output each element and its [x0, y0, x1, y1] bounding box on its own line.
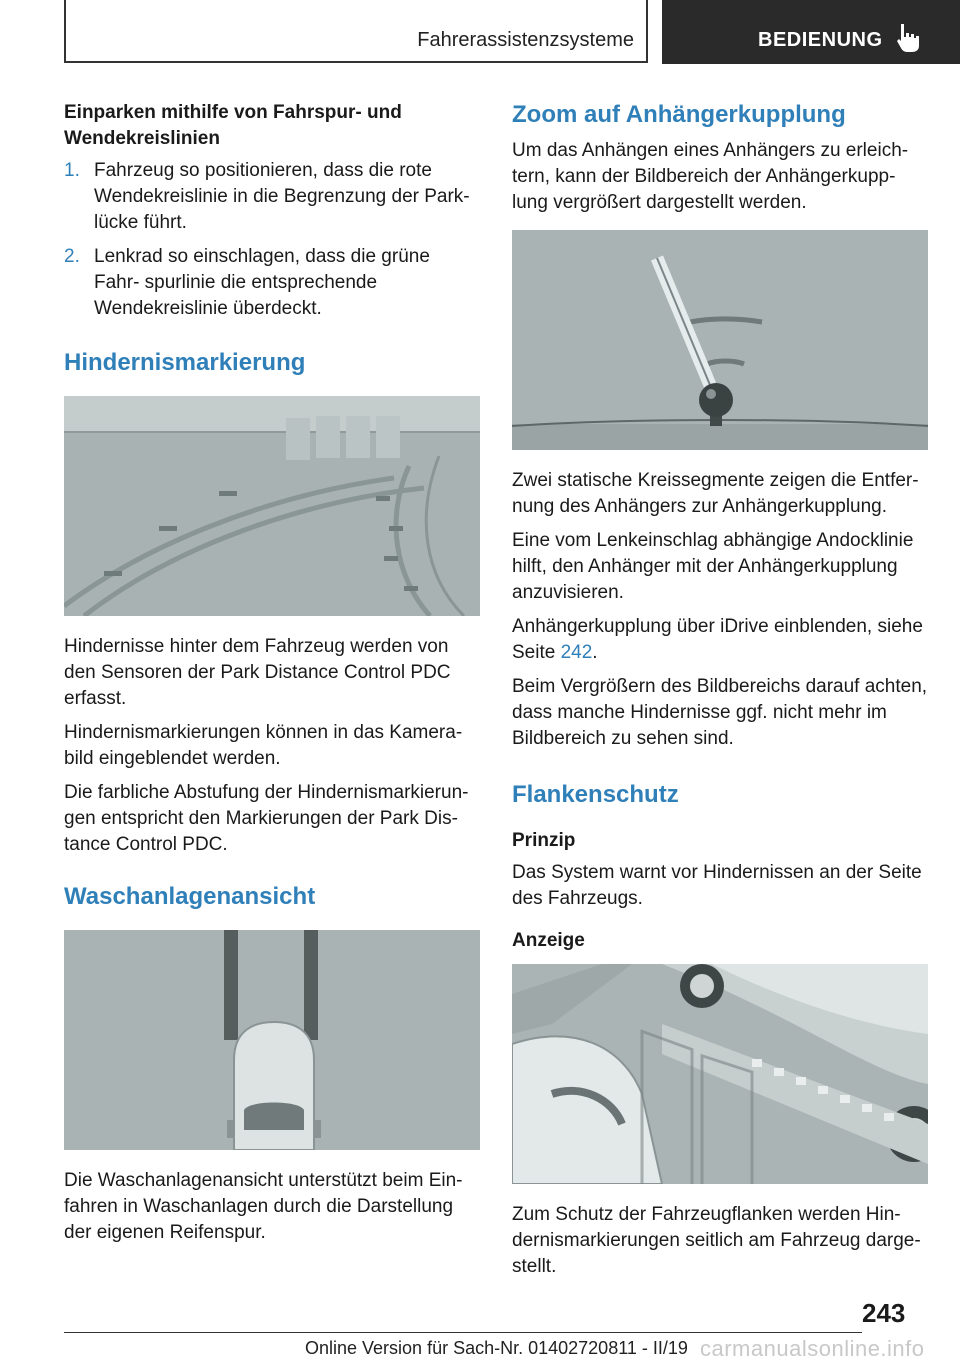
display-heading: Anzeige — [512, 930, 585, 951]
left-column — [64, 100, 480, 1254]
obstacle-paragraph-3: Die farbliche Abstufung der Hindernismarkierun‐ gen entspricht den Markierungen der Park Dis‐ tance Control PDC. — [64, 782, 469, 855]
carwash-heading: Waschanlagenansicht — [64, 883, 316, 910]
step-number: 1. — [64, 160, 80, 181]
page-header — [0, 0, 960, 66]
display-paragraph: Zum Schutz der Fahrzeugflanken werden Hin‐ dernismarkierungen seitlich am Fahrzeug darge‐ stellt. — [512, 1204, 921, 1277]
zoom-heading: Zoom auf Anhängerkupplung — [512, 101, 846, 128]
zoom-paragraph-2: Zwei statische Kreissegmente zeigen die Entfer‐ nung des Anhängers zur Anhängerkupplung. — [512, 470, 919, 517]
flank-protection-figure — [512, 964, 928, 1184]
obstacle-paragraph-1: Hindernisse hinter dem Fahrzeug werden von den Sensoren der Park Distance Control PDC erfasst. — [64, 636, 451, 709]
section-title: Fahrerassistenzsysteme — [417, 29, 634, 51]
parking-heading: Einparken mithilfe von Fahrspur- und Wendekreislinien — [64, 102, 402, 149]
trailer-hitch-zoom-figure — [512, 230, 928, 450]
list-item — [64, 158, 480, 236]
carwash-paragraph: Die Waschanlagenansicht unterstützt beim Ein‐ fahren in Waschanlagen durch die Darstellung der eigenen Reifenspur. — [64, 1170, 463, 1243]
obstacle-paragraph-2: Hindernismarkierungen können in das Kamera‐ bild eingeblendet werden. — [64, 722, 463, 769]
zoom-paragraph-4-text: Anhängerkupplung über iDrive einblenden, siehe Seite — [512, 616, 923, 663]
zoom-paragraph-1: Um das Anhängen eines Anhängers zu erleich‐ tern, kann der Bildbereich der Anhängerkupp‐ lung vergrößert dargestellt werden. — [512, 140, 909, 213]
chapter-title: BEDIENUNG — [758, 29, 883, 51]
step-number: 2. — [64, 246, 80, 267]
parking-steps — [64, 158, 480, 322]
obstacle-marking-figure — [64, 396, 480, 616]
section-tab — [64, 0, 648, 63]
step-text: Lenkrad so einschlagen, dass die grüne Fahr‐ spurlinie die entsprechende Wendekreislinie überdeckt. — [94, 246, 430, 319]
page-number: 243 — [862, 1298, 906, 1328]
zoom-paragraph-5: Beim Vergrößern des Bildbereichs darauf achten, dass manche Hindernisse ggf. nicht mehr im Bildbereich zu sehen sind. — [512, 676, 928, 749]
zoom-paragraph-3: Eine vom Lenkeinschlag abhängige Andocklinie hilft, den Anhänger mit der Anhängerkupplung anzuvisieren. — [512, 530, 914, 603]
pointing-hand-icon — [894, 22, 924, 54]
list-item — [64, 244, 480, 322]
obstacle-heading: Hindernismarkierung — [64, 349, 306, 376]
footer-text: Online Version für Sach-Nr. 01402720811 - II/19 — [305, 1338, 688, 1358]
watermark: carmanualsonline.info — [700, 1336, 925, 1361]
principle-paragraph: Das System warnt vor Hindernissen an der Seite des Fahrzeugs. — [512, 862, 922, 909]
zoom-paragraph-4-end: . — [592, 642, 598, 663]
carwash-view-figure — [64, 930, 480, 1150]
chapter-tab — [662, 0, 960, 64]
step-text: Fahrzeug so positionieren, dass die rote Wendekreislinie in die Begrenzung der Park‐ lücke führt. — [94, 160, 470, 233]
zoom-paragraph-4 — [512, 614, 928, 666]
footer-divider — [64, 1332, 862, 1333]
right-column — [512, 100, 928, 1288]
flank-heading: Flankenschutz — [512, 781, 679, 808]
page-reference-link[interactable]: 242 — [560, 642, 593, 663]
principle-heading: Prinzip — [512, 830, 576, 851]
